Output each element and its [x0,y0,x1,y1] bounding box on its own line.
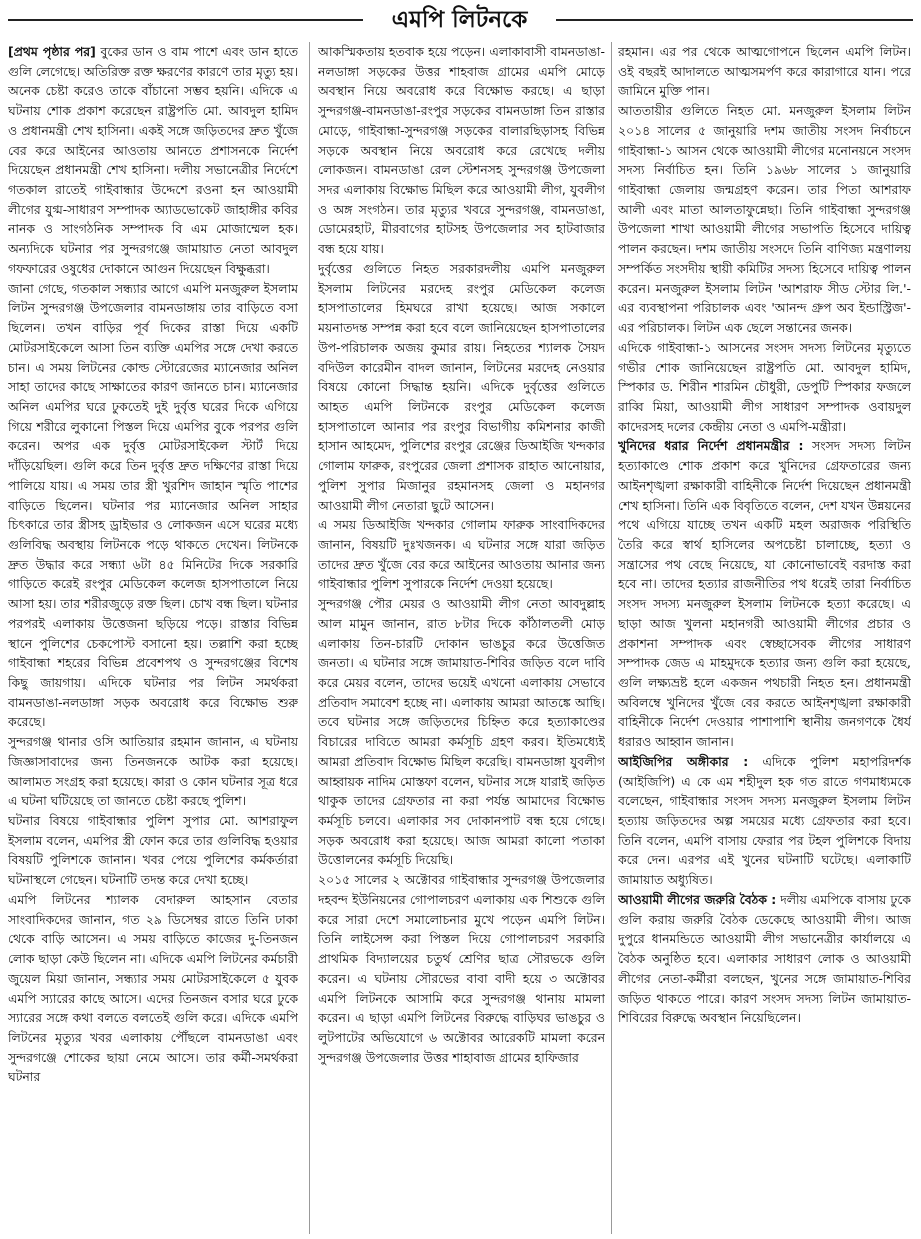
paragraph: আকস্মিকতায় হতবাক হয়ে পড়েন। এলাকাবাসী বামনডাঙা-নলডাঙ্গা সড়কের উত্তর শাহবাজ গ্রামের এমপি মোড়ে অবস্থান নিয়ে অবরোধ করে বিক্ষোভ করছে। এ ছাড়া সুন্দরগঞ্জ-বামনডাঙা-রংপুর সড়কের বামনডাঙ্গা তিন রাস্তার মোড়ে, গাইবান্ধা-সুন্দরগঞ্জ সড়কের বালারছিড়াসহ বিভিন্ন সড়কে অবস্থান নিয়ে অবরোধ করে রেখেছে দলীয় লোকজন। বামনডাঙা রেল স্টেশনসহ সুন্দরগঞ্জ উপজেলা সদর এলাকায় বিক্ষোভ মিছিল করে আওয়ামী লীগ, যুবলীগ ও অঙ্গ সংগঠন। তার মৃত্যুর খবরে সুন্দরগঞ্জ, বামনডাঙা, ডোমেরহাট, মীরবাগের হাটসহ উপজেলার সব হাটবাজার বন্ধ হয়ে যায়। [318,44,605,257]
subheading: আইজিপির অঙ্গীকার : [618,753,749,769]
paragraph: ঘটনার বিষয়ে গাইবান্ধার পুলিশ সুপার মো. আশরাফুল ইসলাম বলেন, এমপির স্ত্রী ফোন করে তার গুলিবিদ্ধ হওয়ার বিষয়টি পুলিশকে জানান। খবর পেয়ে পুলিশের কর্মকর্তারা ঘটনাস্থলে গেছেন। ঘটনাটি তদন্ত করে দেখা হচ্ছে। [8,813,298,888]
paragraph: সুন্দরগঞ্জ থানার ওসি আতিয়ার রহমান জানান, এ ঘটনায় জিজ্ঞাসাবাদের জন্য তিনজনকে আটক করা হয়েছে। আলামত সংগ্রহ করা হয়েছে। কারা ও কোন ঘটনার সূত্র ধরে এ ঘটনা ঘটিয়েছে তা জানতে চেষ্টা করছে পুলিশ। [8,734,298,809]
headline-bar [0,0,921,40]
headline-rule-right [556,19,913,21]
paragraph: আততায়ীর গুলিতে নিহত মো. মনজুরুল ইসলাম লিটন ২০১৪ সালের ৫ জানুয়ারি দশম জাতীয় সংসদ নির্বাচনে গাইবান্ধা-১ আসন থেকে আওয়ামী লীগের মনোনয়নে সংসদ সদস্য নির্বাচিত হন। তিনি ১৯৬৮ সালের ১ জানুয়ারি গাইবান্ধা জেলায় জন্মগ্রহণ করেন। তার পিতা আশরাফ আলী এবং মাতা আলতাফুন্নেছা। তিনি গাইবান্ধা সুন্দরগঞ্জ উপজেলা শাখা আওয়ামী লীগের সভাপতি হিসেবে দায়িত্ব পালন করছেন। দশম জাতীয় সংসদে তিনি বাণিজ্য মন্ত্রণালয় সম্পর্কিত সংসদীয় স্থায়ী কমিটির সদস্য হিসেবে দায়িত্ব পালন করেন। মনজুরুল ইসলাম লিটন 'আশরাফ সীড স্টোর লি.'-এর ব্যবস্থাপনা পরিচালক এবং 'আনন্দ গ্রুপ অব ইন্ডাস্ট্রিজ'-এর পরিচালক। লিটন এক ছেলে সন্তানের জনক। [618,103,911,336]
paragraph-text: দলীয় এমপিকে বাসায় ঢুকে গুলি করায় জরুরি বৈঠক ডেকেছে আওয়ামী লীগ। আজ দুপুরে ধানমন্ডিতে আওয়ামী লীগ সভানেত্রীর কার্যালয়ে এ বৈঠক অনুষ্ঠিত হবে। এলাকার সাধারণ লোক ও আওয়ামী লীগের নেতা-কর্মীরা বলছেন, খুনের সঙ্গে জামায়াত-শিবির জড়িত থাকতে পারে। কারণ সংসদ সদস্য লিটন জামায়াত-শিবিরের বিরুদ্ধে অবস্থান নিয়েছিলেন। [618,891,911,1026]
paragraph: জানা গেছে, গতকাল সন্ধ্যার আগে এমপি মনজুরুল ইসলাম লিটন সুন্দরগঞ্জ উপজেলার বামনডাঙ্গায় তার বাড়িতে বসা ছিলেন। তখন বাড়ির পূর্ব দিকের রাস্তা দিয়ে একটি মোটরসাইকেলে আসা তিন ব্যক্তি এমপির সঙ্গে দেখা করতে চান। এ সময় লিটনের কোল্ড স্টোরেজের ম্যানেজার অনিল সাহা তাদের কাছে সাক্ষাতের কারণ জানতে চান। ম্যানেজার অনিল এমপির ঘরে ঢুকতেই দুই দুর্বৃত্ত ঘরের দিকে এগিয়ে গিয়ে শরীরে লুকানো পিস্তল দিয়ে এমপির বুকে পরপর গুলি করেন। অপর এক দুর্বৃত্ত মোটরসাইকেল স্টার্ট দিয়ে দাঁড়িয়েছিল। গুলি করে তিন দুর্বৃত্ত দ্রুত দক্ষিণের রাস্তা দিয়ে পালিয়ে যায়। এ সময় তার স্ত্রী খুরশিদ জাহান স্মৃতি পাশের বাড়িতে ছিলেন। ঘটনার পর ম্যানেজার অনিল সাহার চিৎকারে তার স্ত্রীসহ ড্রাইভার ও লোকজন এসে ঘরের মধ্যে গুলিবিদ্ধ অবস্থায় লিটনকে পড়ে থাকতে দেখেন। লিটনকে দ্রুত উদ্ধার করে সন্ধ্যা ৬টা ৪৫ মিনিটের দিকে সরকারি গাড়িতে করেই রংপুর মেডিকেল কলেজ হাসপাতালে নিয়ে আসা হয়। তার শরীরজুড়ে রক্ত ছিল। চোখ বন্ধ ছিল। ঘটনার পরপরই এলাকায় উত্তেজনা ছড়িয়ে পড়ে। রাস্তার বিভিন্ন স্থানে পুলিশের চেকপোস্ট বসানো হয়। তল্লাশি করা হচ্ছে গাইবান্ধা শহরের বিভিন্ন প্রবেশপথ ও সুন্দরগঞ্জের বিশেষ কিছু জায়গায়। এদিকে ঘটনার পর লিটন সমর্থকরা বামনডাঙা-নলডাঙ্গা সড়ক অবরোধ করে বিক্ষোভ শুরু করেছে। [8,280,298,730]
paragraph: ২০১৫ সালের ২ অক্টোবর গাইবান্ধার সুন্দরগঞ্জ উপজেলার দহবন্দ ইউনিয়নের গোপালচরণ এলাকায় এক শিশুকে গুলি করে সারা দেশে সমালোচনার মুখে পড়েন এমপি লিটন। তিনি লাইসেন্স করা পিস্তল দিয়ে গোপালচরণ সরকারি প্রাথমিক বিদ্যালয়ের চতুর্থ শ্রেণির ছাত্র সৌরভকে গুলি করেন। এ ঘটনায় সৌরভের বাবা বাদী হয়ে ৩ অক্টোবর এমপি লিটনকে আসামি করে সুন্দরগঞ্জ থানায় মামলা করেন। এ ছাড়া এমপি লিটনের বিরুদ্ধে বাড়িঘর ভাঙচুর ও লুটপাটের অভিযোগে ৬ অক্টোবর আরেকটি মামলা করেন সুন্দরগঞ্জ উপজেলার উত্তর শাহাবাজ গ্রামের হাফিজার [318,872,605,1065]
paragraph: এমপি লিটনের শ্যালক বেদারুল আহসান বেতার সাংবাদিকদের জানান, গত ২৯ ডিসেম্বর রাতে তিনি ঢাকা থেকে বাড়ি আসেন। এ সময় বাড়িতে কাজের দু-তিনজন লোক ছাড়া কেউ ছিলেন না। এদিকে এমপি লিটনের কর্মচারী জুয়েল মিয়া জানান, সন্ধ্যার সময় মোটরসাইকেলে ৫ যুবক এমপি স্যারের কাছে আসে। এদের তিনজন বসার ঘরে ঢুকে স্যারের সঙ্গে কথা বলতে বলতেই গুলি করে। এদিকে এমপি লিটনের মৃত্যুর খবর এলাকায় পৌঁছলে বামনডাঙা এবং সুন্দরগঞ্জে শোকের ছায়া নেমে আসে। তার কর্মী-সমর্থকরা ঘটনার [8,891,298,1085]
article-column-3 [618,42,911,1234]
headline-rule-left [8,19,363,21]
paragraph: এদিকে গাইবান্ধা-১ আসনের সংসদ সদস্য লিটনের মৃত্যুতে গভীর শোক জানিয়েছেন রাষ্ট্রপতি মো. আবদুল হামিদ, স্পিকার ড. শিরীন শারমিন চৌধুরী, ডেপুটি স্পিকার ফজলে রাব্বি মিয়া, আওয়ামী লীগ সাধারণ সম্পাদক ওবায়দুল কাদেরসহ দলের কেন্দ্রীয় নেতা ও এমপি-মন্ত্রীরা। [618,339,911,434]
column-divider [309,42,310,1234]
paragraph: সুন্দরগঞ্জ পৌর মেয়র ও আওয়ামী লীগ নেতা আবদুল্লাহ আল মামুন জানান, রাত ৮টার দিকে কাঁঠালতলী মোড় এলাকায় তিন-চারটি দোকান ভাঙচুর করে উত্তেজিত জনতা। এ ঘটনার সঙ্গে জামায়াত-শিবির জড়িত বলে দাবি করে মেয়র বলেন, তাদের ভয়েই এখনো এলাকায় সেভাবে প্রতিবাদ সমাবেশ হচ্ছে না। এলাকায় আমরা আতঙ্কে আছি। তবে ঘটনার সঙ্গে জড়িতদের চিহ্নিত করে হত্যাকাণ্ডের বিচারের দাবিতে আমরা কর্মসূচি গ্রহণ করব। ইতিমধ্যেই আমরা প্রতিবাদ বিক্ষোভ মিছিল করেছি। বামনডাঙ্গা যুবলীগ আহ্বায়ক নাদিম মোস্তফা বলেন, ঘটনার সঙ্গে যারাই জড়িত থাকুক তাদের গ্রেফতার না করা পর্যন্ত আমাদের বিক্ষোভ কর্মসূচি চলবে। এলাকার সব দোকানপাট বন্ধ হয়ে গেছে। সড়ক অবরোধ করা হয়েছে। আজ আমরা কালো পতাকা উত্তোলনের কর্মসূচি দিয়েছি। [318,596,605,868]
continuation-marker: [প্রথম পৃষ্ঠার পর] [8,44,96,59]
column-divider [611,42,612,1234]
paragraph: এ সময় ডিআইজি খন্দকার গোলাম ফারুক সাংবাদিকদের জানান, বিষয়টি দুঃখজনক। এ ঘটনার সঙ্গে যারা জড়িত তাদের দ্রুত খুঁজে বের করে আইনের আওতায় আনার জন্য গাইবান্ধার পুলিশ সুপারকে নির্দেশ দেওয়া হয়েছে। [318,517,605,592]
paragraph-text: বুকের ডান ও বাম পাশে এবং ডান হাতে গুলি লেগেছে। অতিরিক্ত রক্ত ক্ষরণের কারণে তার মৃত্যু হয়। অনেক চেষ্টা করেও তাকে বাঁচানো সম্ভব হয়নি। এদিকে এ ঘটনায় শোক প্রকাশ করেছেন রাষ্ট্রপতি মো. আবদুল হামিদ ও প্রধানমন্ত্রী শেখ হাসিনা। একই সঙ্গে জড়িতদের দ্রুত খুঁজে বের করে আইনের আওতায় আনতে প্রশাসনকে নির্দেশ দিয়েছেন প্রধানমন্ত্রী শেখ হাসিনা। দলীয় সভানেত্রীর নির্দেশে গতকাল রাতেই গাইবান্ধার উদ্দেশে রওনা হন আওয়ামী লীগের যুগ্ম-সাধারণ সম্পাদক অ্যাডভোকেট জাহাঙ্গীর কবির নানক ও সাংগঠনিক সম্পাদক বি এম মোজাম্মেল হক। অন্যদিকে ঘটনার পর সুন্দরগঞ্জে জামায়াত নেতা আবদুল গফফারের ওষুধের দোকানে আগুন দিয়েছেন বিক্ষুব্ধরা। [8,44,298,276]
paragraph-text: সংসদ সদস্য লিটন হত্যাকাণ্ডে শোক প্রকাশ করে খুনিদের গ্রেফতারের জন্য আইনশৃঙ্খলা রক্ষাকারী বাহিনীকে নির্দেশ দিয়েছেন প্রধানমন্ত্রী শেখ হাসিনা। তিনি এক বিবৃতিতে বলেন, দেশ যখন উন্নয়নের পথে এগিয়ে যাচ্ছে তখন একটি মহল অরাজক পরিস্থিতি তৈরি করে স্বার্থ হাসিলের অপচেষ্টা চালাচ্ছে, হত্যা ও সন্ত্রাসের পথ বেছে নিয়েছে, যা কোনোভাবেই বরদাস্ত করা হবে না। তাদের হত্যার রাজনীতির পথ ধরেই তারা নির্বাচিত সংসদ সদস্য মনজুরুল ইসলাম লিটনকে হত্যা করেছে। এ ছাড়া আজ খুলনা মহানগরী আওয়ামী লীগের প্রচার ও প্রকাশনা সম্পাদক এবং স্বেচ্ছাসেবক লীগের সাধারণ সম্পাদক জেড এ মাহমুদকে হত্যার জন্য গুলি করা হয়েছে, গুলি লক্ষ্যভ্রষ্ট হলে একজন পথচারী নিহত হন। প্রধানমন্ত্রী অবিলম্বে খুনিদের খুঁজে বের করতে আইনশৃঙ্খলা রক্ষাকারী বাহিনীকে নির্দেশ দেওয়ার পাশাপাশি স্থানীয় জনগণকে ধৈর্য ধরারও আহ্বান জানান। [618,438,911,750]
paragraph-text: এদিকে পুলিশ মহাপরিদর্শক (আইজিপি) এ কে এম শহীদুল হক গত রাতে গণমাধ্যমকে বলেছেন, গাইবান্ধার সংসদ সদস্য মনজুরুল ইসলাম লিটন হত্যায় জড়িতদের অল্প সময়ের মধ্যে গ্রেফতার করা হবে। তিনি বলেন, এমপি বাসায় ফেরার পর টহল পুলিশকে বিদায় করে দেন। এরপর এই খুনের ঘটনাটি ঘটেছে। এলাকাটি জামায়াত অধ্যুষিত। [618,753,911,888]
article-column-1 [8,42,298,1234]
paragraph: রহমান। এর পর থেকে আত্মগোপনে ছিলেন এমপি লিটন। ওই বছরই আদালতে আত্মসমর্পণ করে কারাগারে যান। পরে জামিনে মুক্তি পান। [618,44,911,99]
paragraph: দুর্বৃত্তের গুলিতে নিহত সরকারদলীয় এমপি মনজুরুল ইসলাম লিটনের মরদেহ রংপুর মেডিকেল কলেজ হাসপাতালের হিমঘরে রাখা হয়েছে। আজ সকালে ময়নাতদন্ত সম্পন্ন করা হবে বলে জানিয়েছেন হাসপাতালের উপ-পরিচালক অজয় কুমার রায়। নিহতের শ্যালক সৈয়দ বদিউল কারেমীন বাদল জানান, লিটনের মরদেহ নেওয়ার বিষয়ে কোনো সিদ্ধান্ত হয়নি। এদিকে দুর্বৃত্তের গুলিতে আহত এমপি লিটনকে রংপুর মেডিকেল কলেজ হাসপাতালে আনার পর রংপুর বিভাগীয় কমিশনার কাজী হাসান আহমেদ, পুলিশের রংপুর রেঞ্জের ডিআইজি খন্দকার গোলাম ফারুক, রংপুরের জেলা প্রশাসক রাহাত আনোয়ার, পুলিশ সুপার মিজানুর রহমানসহ জেলা ও মহানগর আওয়ামী লীগ নেতারা ছুটে আসেন। [318,260,605,513]
paragraph [618,752,911,890]
subheading: খুনিদের ধরার নির্দেশ প্রধানমন্ত্রীর : [618,438,804,454]
paragraph [8,42,298,279]
paragraph [618,890,911,1028]
subheading: আওয়ামী লীগের জরুরি বৈঠক : [618,891,777,907]
article-column-2 [318,42,605,1234]
headline: এমপি লিটনকে [391,7,528,33]
paragraph [618,436,911,752]
